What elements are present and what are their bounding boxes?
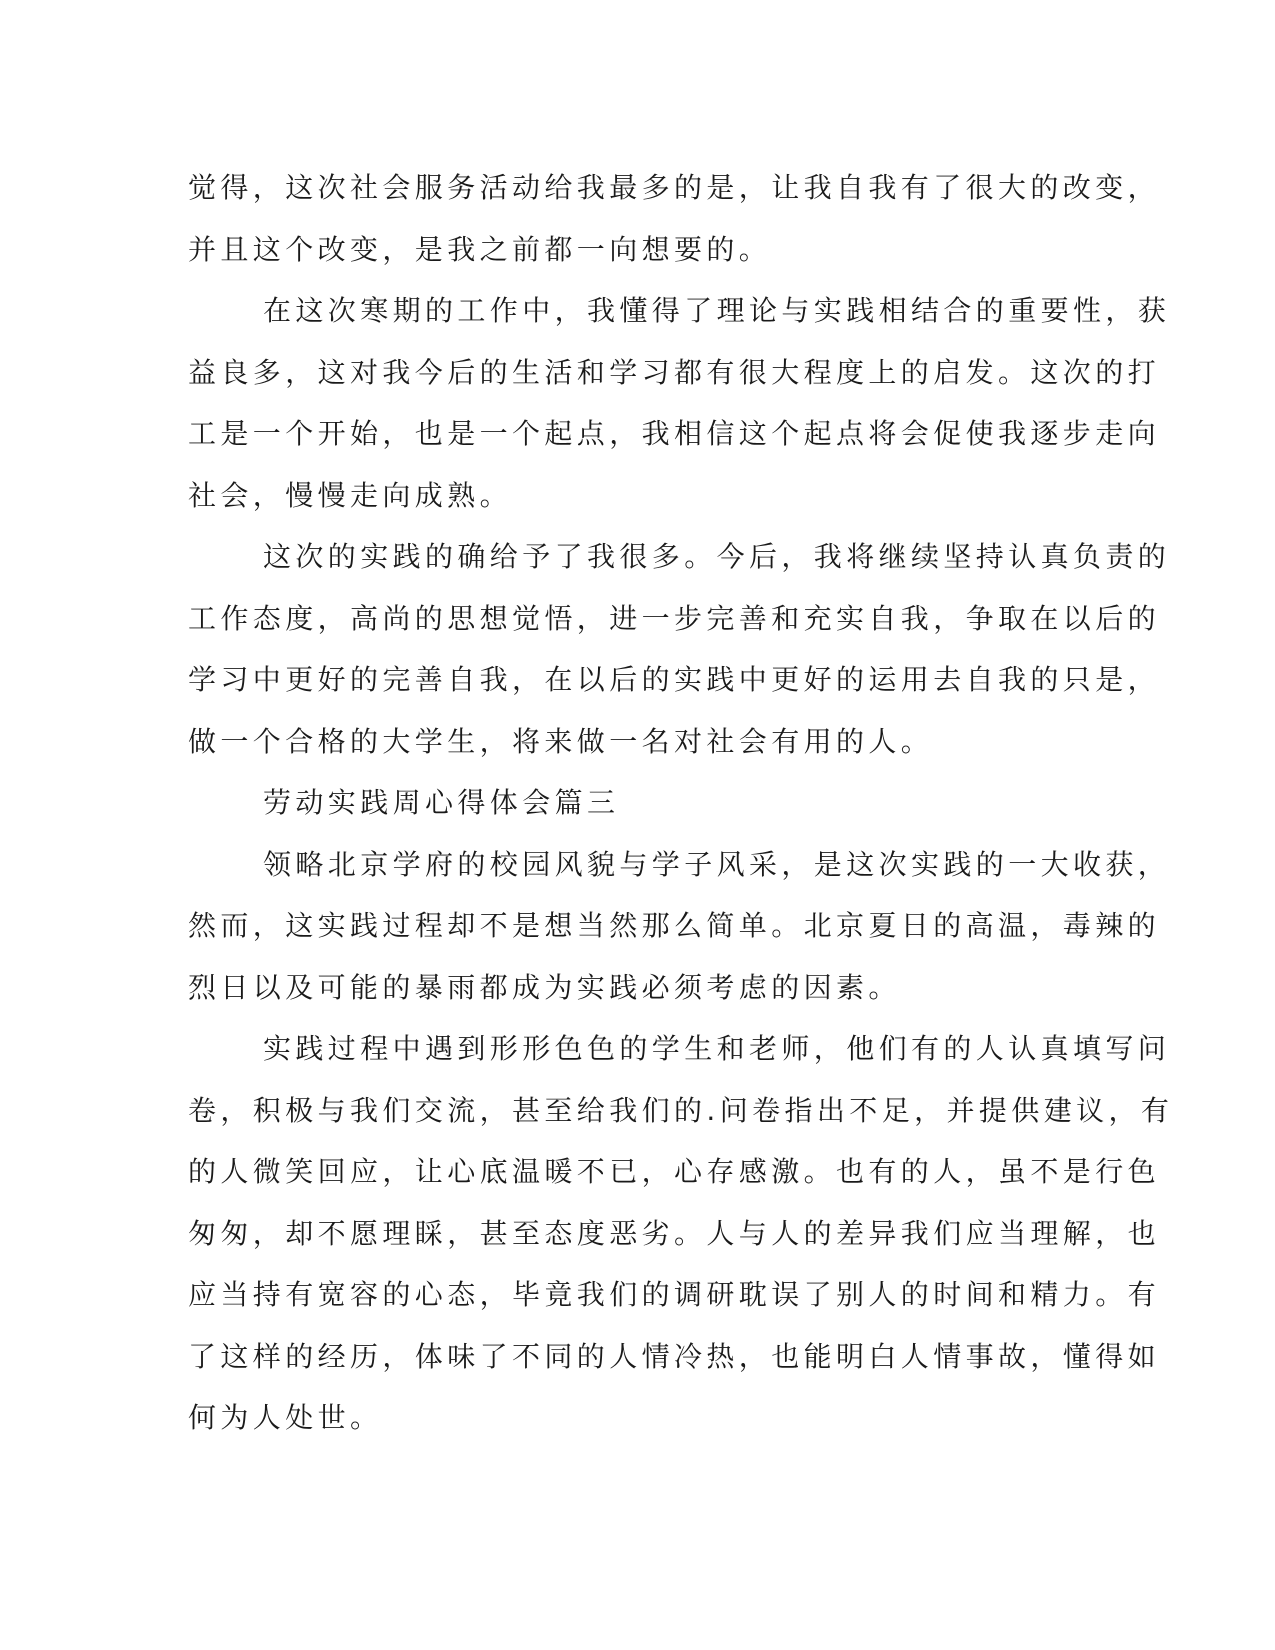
- text-line: 社会，慢慢走向成熟。: [188, 478, 513, 512]
- text-line: 了这样的经历，体味了不同的人情冷热，也能明白人情事故，懂得如: [188, 1339, 1161, 1373]
- text-line: 烈日以及可能的暴雨都成为实践必须考虑的因素。: [188, 970, 901, 1004]
- text-line: 学习中更好的完善自我，在以后的实践中更好的运用去自我的只是，: [188, 663, 1161, 696]
- section-heading: 劳动实践周心得体会篇三: [263, 786, 620, 819]
- text-line: 工是一个开始，也是一个起点，我相信这个起点将会促使我逐步走向: [188, 417, 1161, 450]
- text-line: 的人微笑回应，让心底温暖不已，心存感激。也有的人，虽不是行色: [188, 1155, 1161, 1188]
- text-line: 觉得，这次社会服务活动给我最多的是，让我自我有了很大的改变，: [188, 171, 1161, 204]
- text-line: 卷，积极与我们交流，甚至给我们的.问卷指出不足，并提供建议，有: [188, 1093, 1174, 1127]
- text-line: 应当持有宽容的心态，毕竟我们的调研耽误了别人的时间和精力。有: [188, 1278, 1161, 1311]
- text-line: 工作态度，高尚的思想觉悟，进一步完善和充实自我，争取在以后的: [188, 601, 1161, 635]
- paragraph-start-line: 实践过程中遇到形形色色的学生和老师，他们有的人认真填写问: [263, 1032, 1171, 1065]
- text-line: 匆匆，却不愿理睬，甚至态度恶劣。人与人的差异我们应当理解，也: [188, 1216, 1161, 1250]
- text-line: 并且这个改变，是我之前都一向想要的。: [188, 232, 772, 266]
- paragraph-start-line: 这次的实践的确给予了我很多。今后，我将继续坚持认真负责的: [263, 540, 1171, 573]
- text-line: 何为人处世。: [188, 1401, 383, 1434]
- paragraph-start-line: 领略北京学府的校园风貌与学子风采，是这次实践的一大收获，: [263, 847, 1171, 881]
- text-line: 做一个合格的大学生，将来做一名对社会有用的人。: [188, 724, 934, 758]
- paragraph-start-line: 在这次寒期的工作中，我懂得了理论与实践相结合的重要性，获: [263, 294, 1171, 327]
- text-line: 然而，这实践过程却不是想当然那么简单。北京夏日的高温，毒辣的: [188, 909, 1161, 942]
- document-body: [188, 157, 1174, 1449]
- text-line: 益良多，这对我今后的生活和学习都有很大程度上的启发。这次的打: [188, 355, 1161, 389]
